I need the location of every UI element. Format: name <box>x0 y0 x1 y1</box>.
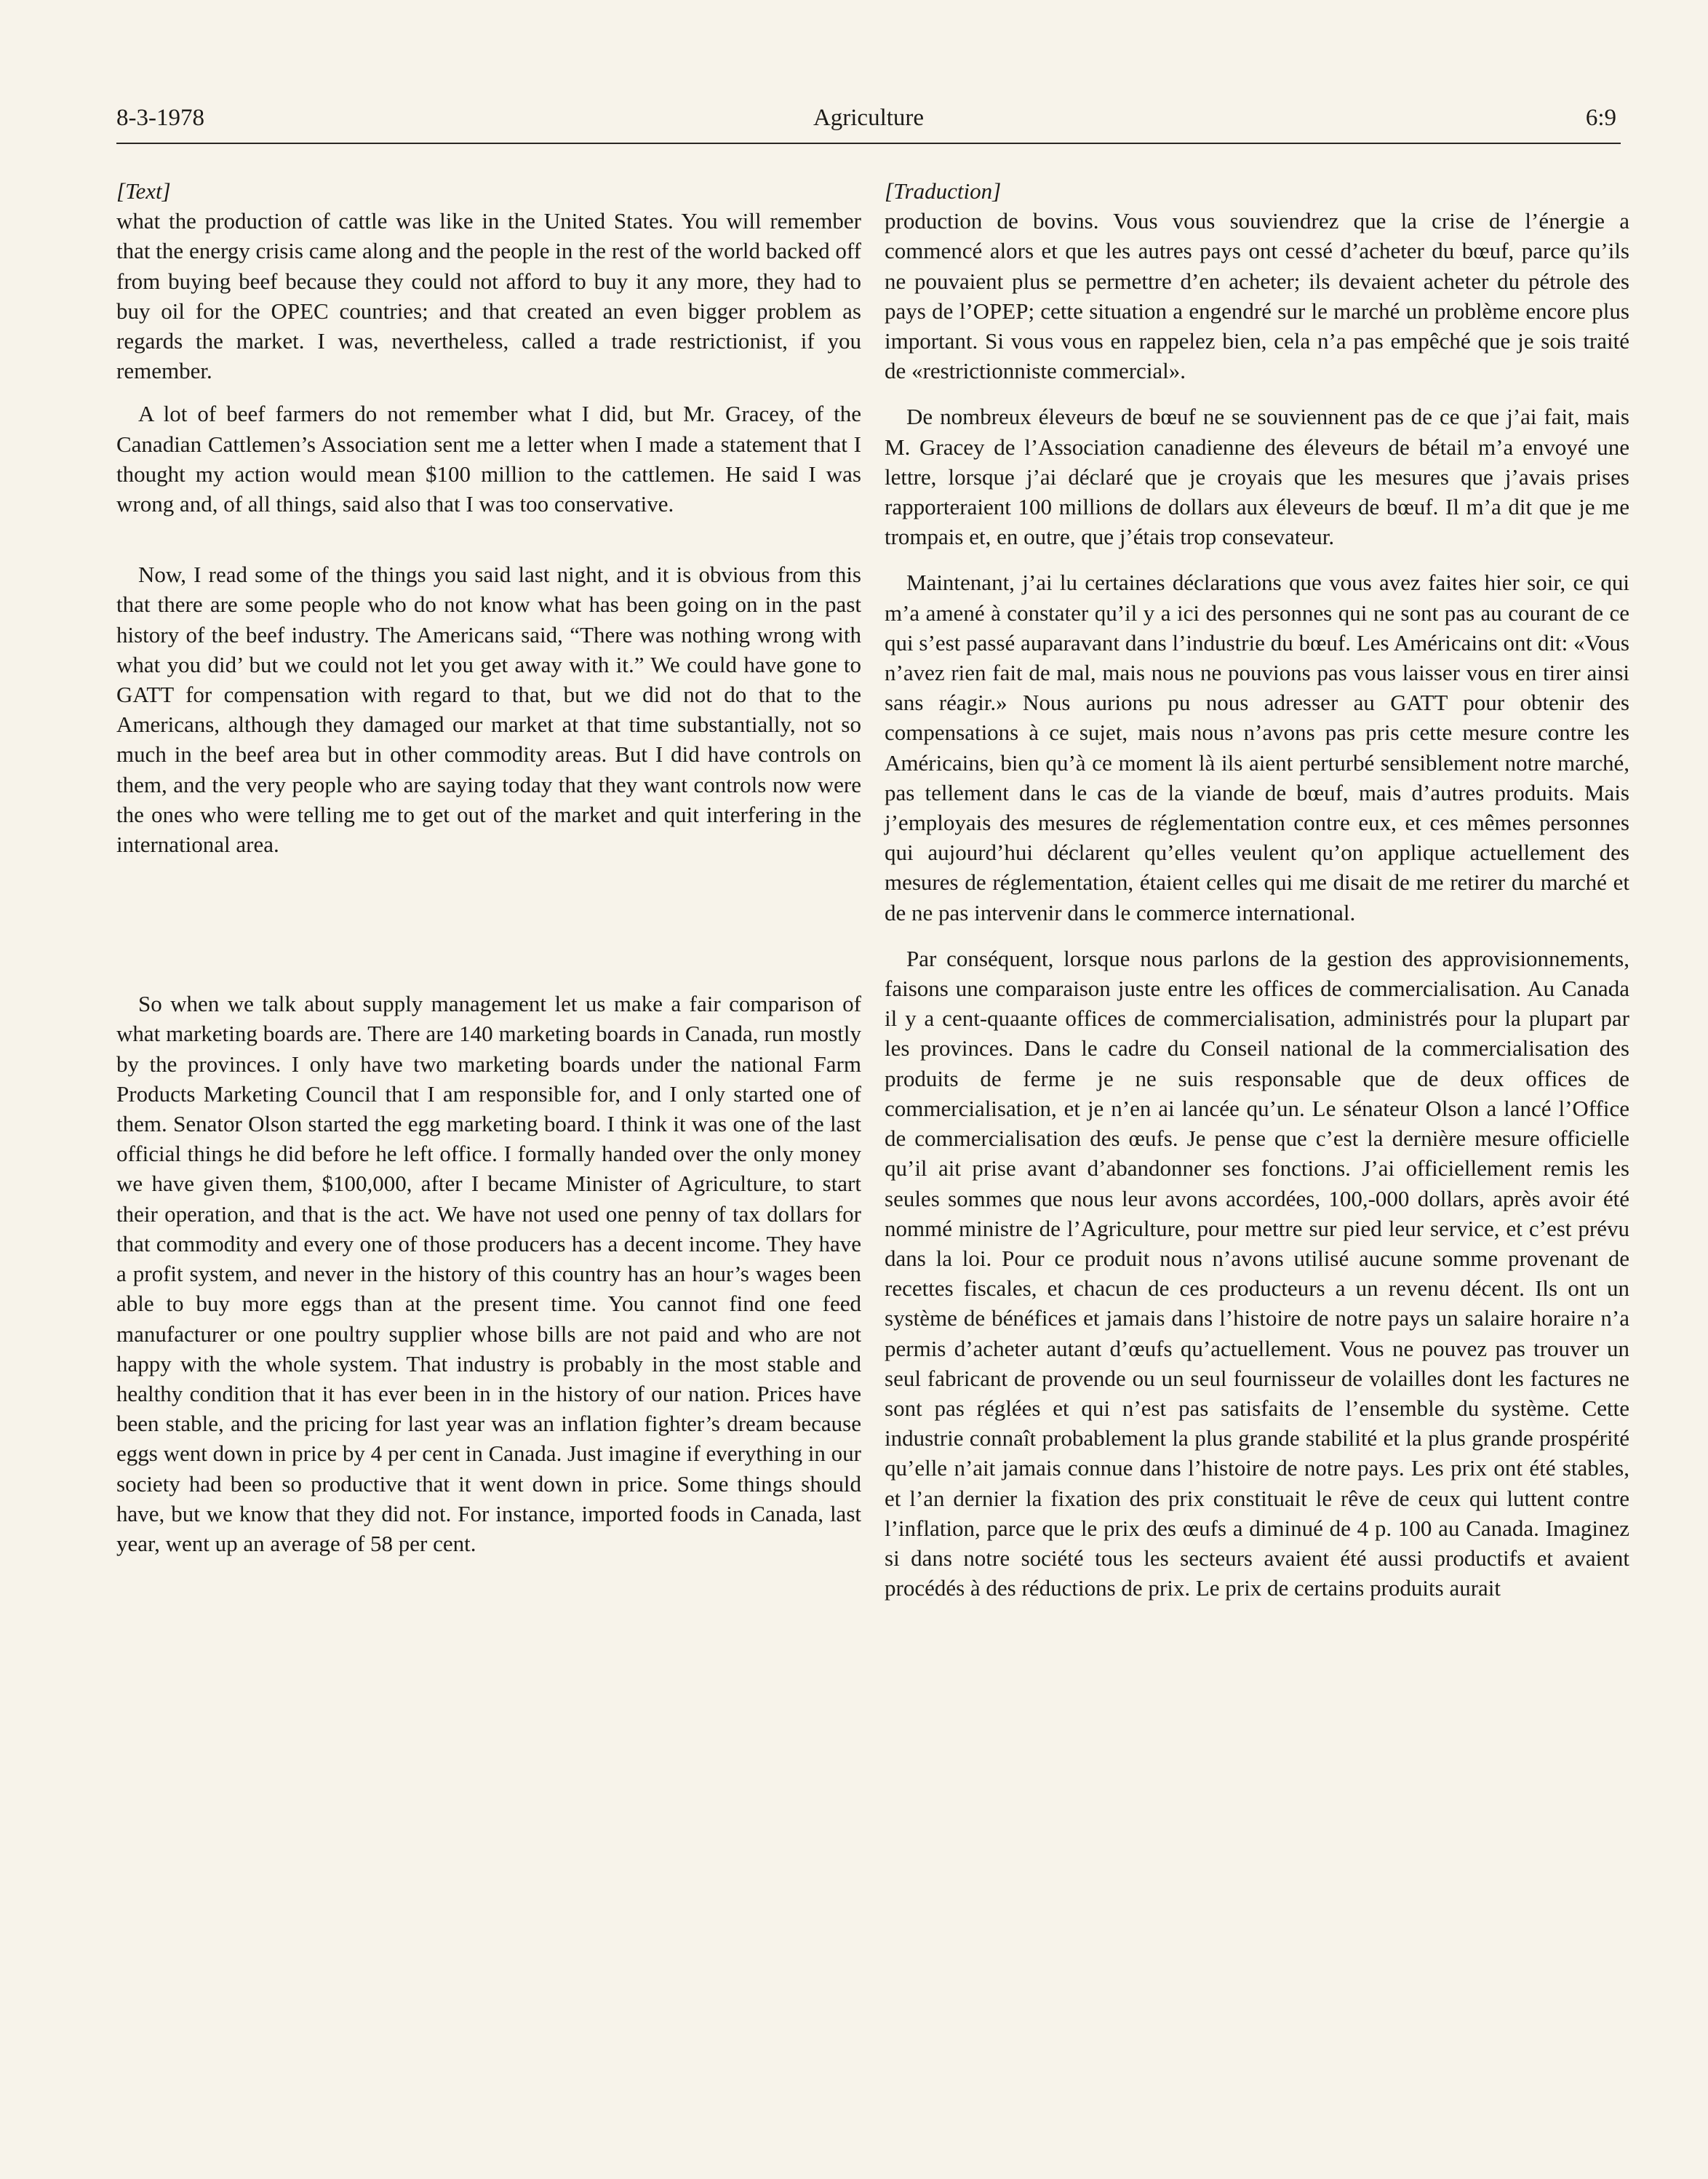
english-column <box>116 176 861 1558</box>
page-header <box>116 102 1621 144</box>
paragraph: So when we talk about supply management let us make a fair comparison of what marketing boards are. There are 140 marketing boards in Canada, run mostly by the provinces. I only have two marketing boards under the national Farm Products Marketing Council that I am responsible for, and I only started one of them. Senator Olson started the egg marketing board. I think it was one of the last official things he did before he left office. I formally handed over the only money we have given them, $100,000, after I became Minister of Agriculture, to start their operation, and that is the act. We have not used one penny of tax dollars for that commodity and every one of those producers has a decent income. They have a profit system, and never in the history of this country has an hour’s wages been able to buy more eggs than at the present time. You cannot find one feed manufacturer or one poultry supplier whose bills are not paid and who are not happy with the whole system. That industry is probably in the most stable and healthy condition that it has ever been in in the history of our nation. Prices have been stable, and the pricing for last year was an inflation fighter’s dream because eggs went down in price by 4 per cent in Canada. Just imagine if everything in our society had been so productive that it went down in price. Some things should have, but we know that they did not. For instance, imported foods in Canada, last year, went up an average of 58 per cent. <box>116 991 861 1556</box>
header-date: 8-3-1978 <box>116 105 204 131</box>
header-page-number: 6:9 <box>1585 105 1616 131</box>
paragraph: Par conséquent, lorsque nous parlons de la gestion des approvisionnements, faisons une comparaison juste entre les offices de commercialisation. Au Canada il y a cent-quaante offices de commercialisation, administrés pour la plupart par les provinces. Dans le cadre du Conseil national de la commercialisation des produits de ferme je ne suis responsable que de deux offices de commercialisation, et je n’en ai lancée qu’un. Le sénateur Olson a lancé l’Office de commercialisation des œufs. Je pense que c’est la dernière mesure officielle qu’il ait prise avant d’abandonner ses fonctions. J’ai officiellement remis les seules sommes que nous leur avons accordées, 100,-000 dollars, après avoir été nommé ministre de l’Agriculture, pour mettre sur pied leur service, et c’est prévu dans la loi. Pour ce produit nous n’avons utilisé aucune somme provenant de recettes fiscales, et chacun de ces producteurs a un revenu décent. Ils ont un système de bénéfices et jamais dans l’histoire de notre pays un salaire horaire n’a permis d’acheter autant d’œufs qu’actuellement. Vous ne pouvez pas trouver un seul fabricant de provende ou un seul fournisseur de volailles dont les factures ne sont pas réglées et qui n’est pas satisfaits de l’ensemble du système. Cette industrie connaît probablement la plus grande stabilité et la plus grande prospérité qu’elle n’ait jamais connue dans l’histoire de notre pays. Les prix ont été stables, et l’an dernier la fixation des prix constituait le rêve de ceux qui luttent contre l’inflation, parce que le prix des œufs a diminué de 4 p. 100 au Canada. Imaginez si dans notre société tous les secteurs avaient été aussi productifs et avaient procédés à des réductions de prix. Le prix de certains produits aurait <box>885 945 1629 1601</box>
paragraph: Maintenant, j’ai lu certaines déclarations que vous avez faites hier soir, ce qui m’a amené à constater qu’il y a ici des personnes qui ne sont pas au courant de ce qui s’est passé auparavant dans l’industrie du bœuf. Les Américains ont dit: «Vous n’avez rien fait de mal, mais nous ne pouvions pas vous laisser vous en tirer ainsi sans réagir.» Nous aurions pu nous adresser au GATT pour obtenir des compensations à ce sujet, mais nous n’avons pas pris cette mesure contre les Américains, bien qu’à ce moment là ils aient perturbé sensiblement notre marché, pas tellement dans le cas de la viande de bœuf, mais d’autres produits. Mais j’employais des mesures de réglementation contre eux, et ces mêmes personnes qui aujourd’hui déclarent qu’elles veulent qu’on applique actuellement des mesures de réglementation, étaient celles qui me disait de me retirer du marché et de ne pas intervenir dans le commerce international. <box>885 570 1629 925</box>
column-label-text: [Text] <box>116 178 171 204</box>
paragraph: De nombreux éleveurs de bœuf ne se souviennent pas de ce que j’ai fait, mais M. Gracey de l’Association canadienne des éleveurs de bétail m’a envoyé une lettre, lorsque j’ai déclaré que je croyais que les mesures que j’avais prises rapporteraient 100 millions de dollars aux éleveurs de bœuf. Il m’a dit que je me trompais et, en outre, que j’étais trop consevateur. <box>885 404 1629 550</box>
french-column <box>885 176 1629 1603</box>
paragraph: A lot of beef farmers do not remember what I did, but Mr. Gracey, of the Canadian Cattlemen’s Association sent me a letter when I made a statement that I thought my action would mean $100 million to the cattlemen. He said I was wrong and, of all things, said also that I was too conservative. <box>116 401 861 517</box>
paragraph: production de bovins. Vous vous souviendrez que la crise de l’énergie a commencé alors et que les autres pays ont cessé d’acheter du bœuf, parce qu’ils ne pouvaient plus se permettre d’en acheter; ils devaient acheter du pétrole des pays de l’OPEP; cette situation a engendré sur le marché un problème encore plus important. Si vous vous en rappelez bien, cela n’a pas empêché que je sois traité de «restrictionniste commercial». <box>885 208 1629 384</box>
header-title: Agriculture <box>813 105 925 131</box>
paragraph: Now, I read some of the things you said last night, and it is obvious from this that there are some people who do not know what has been going on in the past history of the beef industry. The Americans said, “There was nothing wrong with what you did’ but we could not let you get away with it.” We could have gone to GATT for compensation with regard to that, but we did not do that to the Americans, although they damaged our market at that time substantially, not so much in the beef area but in other commodity areas. But I did have controls on them, and the very people who are saying today that they want controls now were the ones who were telling me to get out of the market and quit interfering in the international area. <box>116 562 861 858</box>
column-label-traduction: [Traduction] <box>885 178 1002 204</box>
paragraph: what the production of cattle was like in the United States. You will remember that the energy crisis came along and the people in the rest of the world backed off from buying beef because they could not afford to buy it any more, they had to buy oil for the OPEC countries; and that created an even bigger problem as regards the market. I was, nevertheless, called a trade restrictionist, if you remember. <box>116 208 861 384</box>
